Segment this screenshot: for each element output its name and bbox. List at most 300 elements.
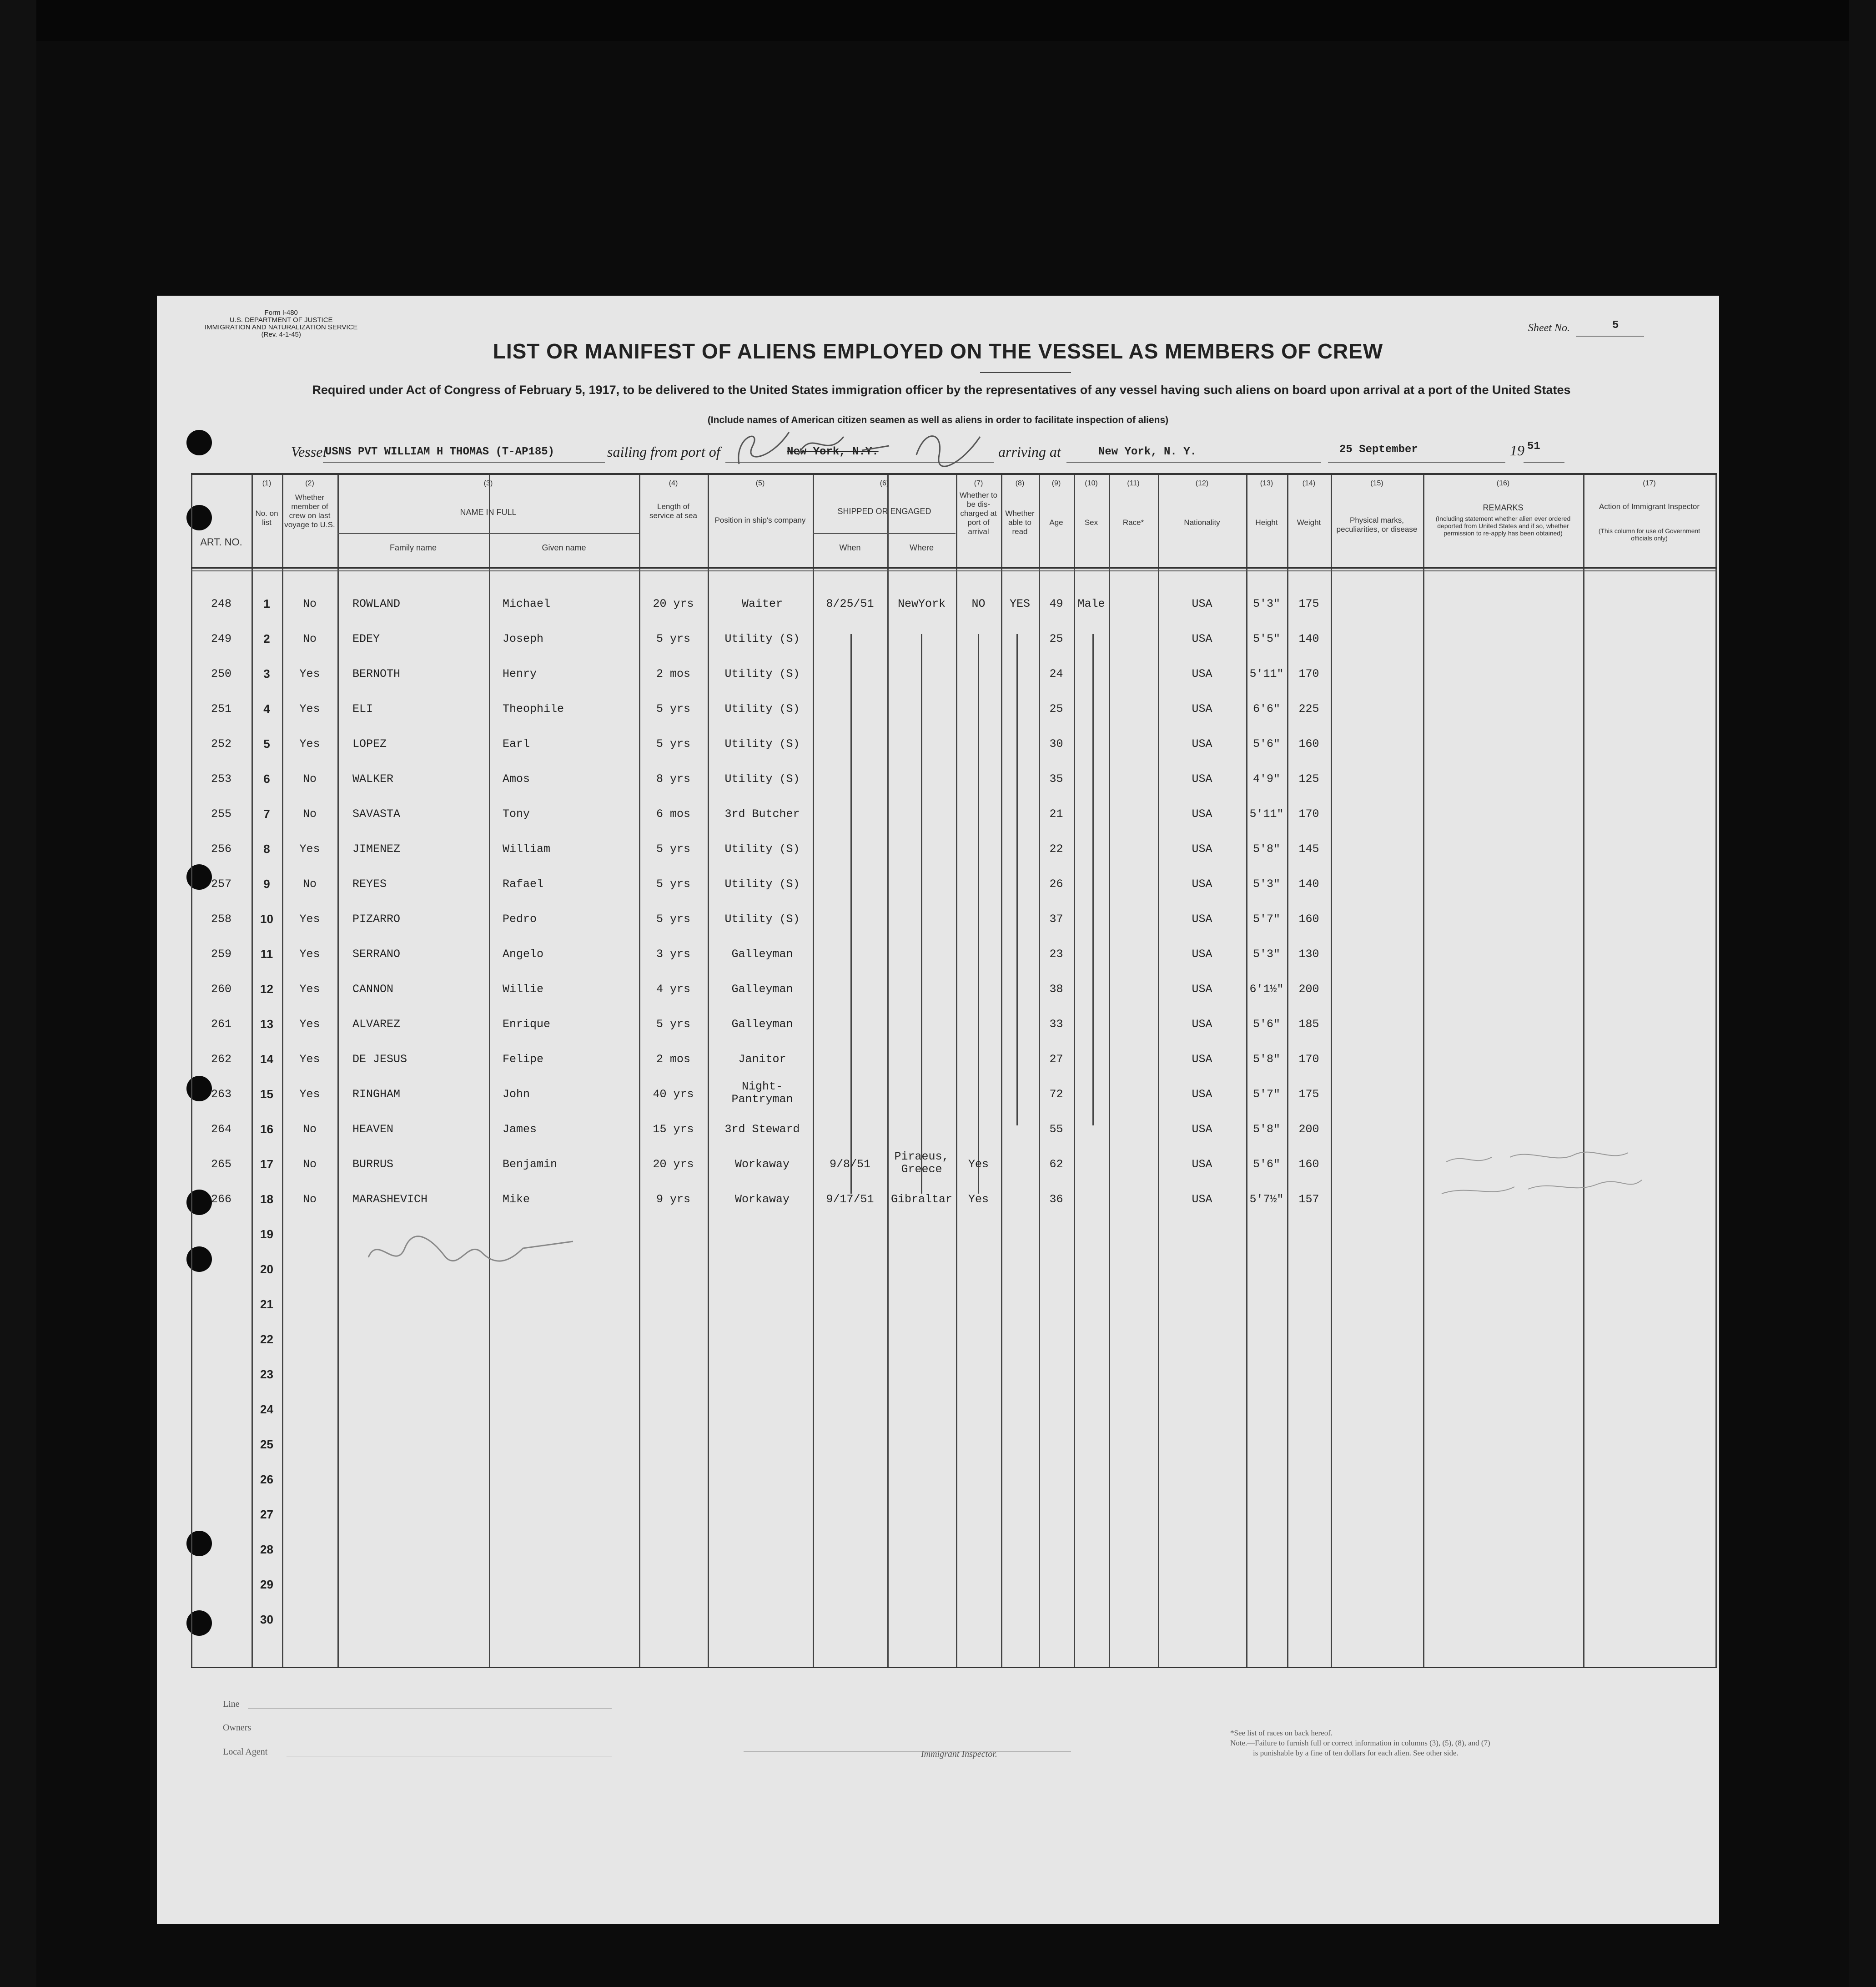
cell-family: CANNON [352, 983, 394, 996]
cell-position: Galleyman [731, 983, 793, 996]
header-height: Height [1255, 518, 1278, 527]
cell-discharged [956, 832, 1001, 867]
cell-sex [1074, 1182, 1109, 1217]
table-row [191, 1252, 1717, 1287]
cell-art: 261 [211, 1018, 231, 1031]
cell-no: 16 [260, 1122, 273, 1136]
header-weight: Weight [1297, 518, 1321, 527]
cell-family: HEAVEN [352, 1123, 394, 1136]
cell-read [1001, 656, 1039, 691]
cell-weight: 170 [1298, 807, 1319, 821]
cell-age: 38 [1049, 983, 1063, 996]
header-when: When [839, 543, 861, 552]
footer-note-2: Note.—Failure to furnish full or correct information in columns (3), (5), (8), and (7) [1230, 1739, 1490, 1747]
cell-weight: 160 [1298, 1158, 1319, 1171]
cell-height: 6'6" [1252, 702, 1280, 716]
cell-where [887, 1007, 956, 1042]
header-given-name: Given name [542, 543, 586, 552]
table-row [191, 1042, 1717, 1077]
cell-given: Felipe [503, 1053, 544, 1066]
cell-prev: Yes [299, 1018, 320, 1031]
cell-given: William [503, 842, 551, 856]
cell-nationality: USA [1192, 948, 1212, 961]
cell-weight: 145 [1298, 842, 1319, 856]
header-remarks-note: (Including statement whether alien ever ordered deported from United States and if so, whether permission to re-apply has been obtained) [1435, 515, 1571, 537]
header-length-of-service: Length of service at sea [649, 502, 697, 520]
cell-position: Utility (S) [724, 702, 800, 716]
cell-discharged: Yes [968, 1158, 989, 1171]
table-row [191, 762, 1717, 797]
cell-sex [1074, 656, 1109, 691]
cell-service: 5 yrs [656, 632, 690, 646]
cell-discharged [956, 656, 1001, 691]
cell-service: 20 yrs [653, 597, 694, 610]
cell-prev: No [302, 807, 317, 821]
cell-art: 248 [211, 597, 231, 610]
cell-no: 7 [263, 807, 270, 821]
cell-art: 250 [211, 667, 231, 681]
cell-given: Pedro [503, 913, 537, 926]
form-service: IMMIGRATION AND NATURALIZATION SERVICE [205, 323, 358, 331]
table-row [191, 586, 1717, 621]
header-num-6: (6) [880, 479, 889, 487]
form-revision: (Rev. 4-1-45) [261, 331, 301, 338]
cell-art: 260 [211, 983, 231, 996]
cell-position: Galleyman [731, 1018, 793, 1031]
cell-discharged [956, 867, 1001, 902]
cell-position: Utility (S) [724, 632, 800, 646]
cell-family: MARASHEVICH [352, 1193, 428, 1206]
cell-read [1001, 867, 1039, 902]
table-row [191, 1602, 1717, 1637]
cell-sex [1074, 621, 1109, 656]
cell-where [887, 797, 956, 832]
cell-when: 9/8/51 [829, 1158, 870, 1171]
cell-where [887, 1112, 956, 1147]
cell-no: 4 [263, 702, 270, 716]
cell-no: 26 [260, 1473, 273, 1486]
cell-weight: 200 [1298, 1123, 1319, 1136]
cell-nationality: USA [1192, 1193, 1212, 1206]
cell-service: 2 mos [656, 667, 690, 681]
cell-given: Angelo [503, 948, 544, 961]
cell-no: 13 [260, 1017, 273, 1031]
header-num-10: (10) [1085, 479, 1098, 487]
cell-read [1001, 1112, 1039, 1147]
cell-when [813, 621, 887, 656]
cell-service: 5 yrs [656, 1018, 690, 1031]
cell-when [813, 1077, 887, 1112]
header-age: Age [1049, 518, 1063, 527]
sailing-port: New York, N.Y. [787, 446, 879, 458]
cell-sex: Male [1077, 597, 1105, 610]
cell-age: 33 [1049, 1018, 1063, 1031]
cell-sex [1074, 797, 1109, 832]
cell-given: Tony [503, 807, 530, 821]
footer-owners-label: Owners [223, 1723, 251, 1733]
cell-read [1001, 937, 1039, 972]
cell-art: 259 [211, 948, 231, 961]
cell-nationality: USA [1192, 878, 1212, 891]
cell-where: Gibraltar [890, 1193, 953, 1206]
footer-inspector-label: Immigrant Inspector. [921, 1749, 997, 1759]
cell-given: Theophile [503, 702, 564, 716]
cell-art: 252 [211, 737, 231, 751]
cell-given: Enrique [503, 1018, 551, 1031]
cell-weight: 175 [1298, 597, 1319, 610]
cell-position: Utility (S) [724, 667, 800, 681]
cell-given: James [503, 1123, 537, 1136]
cell-when [813, 972, 887, 1007]
header-prev-voyage: Whether member of crew on last voyage to U.S. [284, 493, 335, 529]
cell-read [1001, 1147, 1039, 1182]
cell-where [887, 1077, 956, 1112]
film-border-left [0, 0, 36, 1987]
cell-sex [1074, 1147, 1109, 1182]
cell-discharged [956, 691, 1001, 726]
cell-age: 36 [1049, 1193, 1063, 1206]
cell-no: 8 [263, 842, 270, 856]
cell-prev: Yes [299, 1053, 320, 1066]
cell-where [887, 867, 956, 902]
cell-nationality: USA [1192, 632, 1212, 646]
cell-no: 3 [263, 667, 270, 681]
cell-service: 5 yrs [656, 913, 690, 926]
cell-no: 15 [260, 1087, 273, 1101]
cell-where [887, 972, 956, 1007]
cell-when: 8/25/51 [826, 597, 874, 610]
cell-read: YES [1009, 597, 1030, 610]
table-row [191, 1462, 1717, 1497]
cell-no: 18 [260, 1192, 273, 1206]
cell-nationality: USA [1192, 1158, 1212, 1171]
cell-no: 9 [263, 877, 270, 891]
header-inspector-note: (This column for use of Government officials only) [1598, 527, 1700, 542]
cell-sex [1074, 1007, 1109, 1042]
header-num-4: (4) [669, 479, 678, 487]
cell-read [1001, 832, 1039, 867]
cell-given: Benjamin [503, 1158, 558, 1171]
table-row [191, 621, 1717, 656]
cell-prev: Yes [299, 737, 320, 751]
cell-weight: 185 [1298, 1018, 1319, 1031]
header-no-on-list: No. on list [255, 509, 278, 527]
cell-sex [1074, 691, 1109, 726]
cell-nationality: USA [1192, 842, 1212, 856]
cell-prev: No [302, 878, 317, 891]
cell-no: 6 [263, 772, 270, 786]
arriving-label: arriving at [998, 444, 1061, 460]
cell-discharged: Yes [968, 1193, 989, 1206]
cell-read [1001, 972, 1039, 1007]
cell-height: 5'3" [1252, 948, 1280, 961]
cell-discharged [956, 902, 1001, 937]
cell-when [813, 762, 887, 797]
cell-family: WALKER [352, 772, 394, 786]
cell-when [813, 656, 887, 691]
cell-where [887, 902, 956, 937]
table-row [191, 726, 1717, 762]
cell-art: 249 [211, 632, 231, 646]
table-row [191, 691, 1717, 726]
cell-age: 37 [1049, 913, 1063, 926]
cell-prev: Yes [299, 1088, 320, 1101]
cell-age: 26 [1049, 878, 1063, 891]
header-num-8: (8) [1015, 479, 1025, 487]
cell-height: 5'8" [1252, 1123, 1280, 1136]
cell-no: 2 [263, 632, 270, 646]
cell-discharged [956, 762, 1001, 797]
cell-art: 253 [211, 772, 231, 786]
table-row [191, 902, 1717, 937]
cell-age: 62 [1049, 1158, 1063, 1171]
cell-prev: Yes [299, 983, 320, 996]
table-row [191, 1007, 1717, 1042]
cell-position: Galleyman [731, 948, 793, 961]
cell-given: Willie [503, 983, 544, 996]
footer-inspector-rule [744, 1751, 1071, 1752]
cell-service: 40 yrs [653, 1088, 694, 1101]
cell-art: 262 [211, 1053, 231, 1066]
cell-service: 5 yrs [656, 878, 690, 891]
cell-weight: 130 [1298, 948, 1319, 961]
header-num-3: (3) [483, 479, 493, 487]
cell-read [1001, 762, 1039, 797]
cell-prev: No [302, 597, 317, 610]
cell-family: LOPEZ [352, 737, 387, 751]
cell-service: 8 yrs [656, 772, 690, 786]
cell-family: ELI [352, 702, 373, 716]
cell-sex [1074, 1042, 1109, 1077]
cell-prev: No [302, 1193, 317, 1206]
cell-no: 28 [260, 1543, 273, 1556]
cell-prev: No [302, 1158, 317, 1171]
cell-where [887, 1042, 956, 1077]
cell-nationality: USA [1192, 1088, 1212, 1101]
table-row [191, 656, 1717, 691]
cell-family: REYES [352, 878, 387, 891]
cell-sex [1074, 1112, 1109, 1147]
cell-nationality: USA [1192, 913, 1212, 926]
header-num-12: (12) [1195, 479, 1209, 487]
cell-read [1001, 726, 1039, 762]
cell-when [813, 1007, 887, 1042]
header-able-to-read: Whether able to read [1005, 509, 1035, 536]
cell-no: 27 [260, 1508, 273, 1521]
cell-family: EDEY [352, 632, 380, 646]
header-num-1: (1) [262, 479, 272, 487]
cell-when [813, 1042, 887, 1077]
cell-height: 5'6" [1252, 737, 1280, 751]
header-position: Position in ship's company [714, 516, 806, 524]
cell-age: 21 [1049, 807, 1063, 821]
cell-read [1001, 621, 1039, 656]
cell-service: 9 yrs [656, 1193, 690, 1206]
document-title: LIST OR MANIFEST OF ALIENS EMPLOYED ON THE VESSEL AS MEMBERS OF CREW [493, 339, 1383, 363]
header-num-5: (5) [755, 479, 765, 487]
header-num-16: (16) [1496, 479, 1510, 487]
sheet-number-line [1576, 336, 1644, 337]
header-num-17: (17) [1643, 479, 1656, 487]
cell-position: Utility (S) [724, 772, 800, 786]
cell-when [813, 1112, 887, 1147]
sailing-label: sailing from port of [607, 444, 720, 460]
cell-weight: 225 [1298, 702, 1319, 716]
cell-height: 4'9" [1252, 772, 1280, 786]
table-row [191, 1497, 1717, 1532]
document-subtitle: Required under Act of Congress of February 5, 1917, to be delivered to the United States immigration officer by the representatives of any vessel having such aliens on board upon arrival at a port of the United States [312, 383, 1571, 397]
table-row [191, 1287, 1717, 1322]
cell-no: 14 [260, 1052, 273, 1066]
footer-line-label: Line [223, 1699, 240, 1709]
cell-no: 19 [260, 1227, 273, 1241]
cell-when [813, 902, 887, 937]
cell-where: Piraeus, Greece [894, 1150, 949, 1176]
cell-weight: 160 [1298, 913, 1319, 926]
cell-position: Workaway [734, 1158, 790, 1171]
cell-sex [1074, 937, 1109, 972]
cell-given: Henry [503, 667, 537, 681]
header-race: Race* [1122, 518, 1144, 527]
cell-position: Utility (S) [724, 842, 800, 856]
table-row [191, 1322, 1717, 1357]
cell-position: 3rd Butcher [724, 807, 800, 821]
cell-where [887, 621, 956, 656]
cell-family: ALVAREZ [352, 1018, 401, 1031]
cell-read [1001, 691, 1039, 726]
cell-height: 5'3" [1252, 597, 1280, 610]
cell-height: 5'7" [1252, 1088, 1280, 1101]
cell-where [887, 691, 956, 726]
film-border-right [1849, 0, 1876, 1987]
cell-given: John [503, 1088, 530, 1101]
vessel-name: USNS PVT WILLIAM H THOMAS (T-AP185) [325, 446, 555, 458]
cell-prev: Yes [299, 842, 320, 856]
cell-service: 5 yrs [656, 842, 690, 856]
cell-discharged [956, 797, 1001, 832]
cell-no: 24 [260, 1402, 273, 1416]
cell-given: Rafael [503, 878, 544, 891]
cell-height: 5'7½" [1249, 1193, 1284, 1206]
form-department: U.S. DEPARTMENT OF JUSTICE [229, 316, 333, 324]
cell-age: 35 [1049, 772, 1063, 786]
cell-position: Janitor [738, 1053, 786, 1066]
cell-no: 5 [263, 737, 270, 751]
cell-nationality: USA [1192, 597, 1212, 610]
cell-no: 29 [260, 1578, 273, 1591]
cell-family: SAVASTA [352, 807, 401, 821]
cell-read [1001, 1182, 1039, 1217]
cell-art: 263 [211, 1088, 231, 1101]
cell-where [887, 937, 956, 972]
cell-no: 21 [260, 1297, 273, 1311]
manifest-sheet [157, 296, 1719, 1924]
cell-age: 25 [1049, 702, 1063, 716]
cell-given: Amos [503, 772, 530, 786]
cell-height: 5'6" [1252, 1018, 1280, 1031]
arriving-underline [1066, 462, 1321, 463]
cell-height: 5'11" [1249, 667, 1284, 681]
cell-no: 20 [260, 1262, 273, 1276]
cell-read [1001, 1042, 1039, 1077]
cell-weight: 160 [1298, 737, 1319, 751]
cell-height: 5'11" [1249, 807, 1284, 821]
cell-service: 5 yrs [656, 702, 690, 716]
cell-position: Waiter [741, 597, 783, 610]
cell-when: 9/17/51 [826, 1193, 874, 1206]
document-subnote: (Include names of American citizen seamen as well as aliens in order to facilitate inspection of aliens) [707, 415, 1169, 425]
cell-no: 1 [263, 597, 270, 610]
header-sex: Sex [1084, 518, 1098, 527]
cell-height: 6'1½" [1249, 983, 1284, 996]
cell-no: 25 [260, 1437, 273, 1451]
cell-art: 265 [211, 1158, 231, 1171]
cell-sex [1074, 867, 1109, 902]
crew-table [191, 473, 1717, 1668]
cell-given: Mike [503, 1193, 530, 1206]
cell-position: Utility (S) [724, 737, 800, 751]
sheet-label: Sheet No. [1528, 322, 1570, 334]
cell-given: Joseph [503, 632, 544, 646]
cell-age: 72 [1049, 1088, 1063, 1101]
footer-note-1: *See list of races on back hereof. [1230, 1729, 1333, 1737]
cell-service: 3 yrs [656, 948, 690, 961]
cell-height: 5'6" [1252, 1158, 1280, 1171]
cell-discharged: NO [971, 597, 986, 610]
cell-weight: 175 [1298, 1088, 1319, 1101]
cell-position: 3rd Steward [724, 1123, 800, 1136]
date-underline [1328, 462, 1505, 463]
cell-prev: Yes [299, 913, 320, 926]
table-row [191, 972, 1717, 1007]
cell-nationality: USA [1192, 1018, 1212, 1031]
cell-service: 15 yrs [653, 1123, 694, 1136]
header-where: Where [909, 543, 934, 552]
cell-nationality: USA [1192, 983, 1212, 996]
cell-art: 251 [211, 702, 231, 716]
cell-sex [1074, 1077, 1109, 1112]
cell-service: 5 yrs [656, 737, 690, 751]
cell-when [813, 832, 887, 867]
cell-sex [1074, 832, 1109, 867]
title-underline [980, 372, 1071, 373]
cell-no: 12 [260, 982, 273, 996]
cell-no: 30 [260, 1613, 273, 1626]
cell-no: 11 [260, 947, 273, 961]
cell-art: 256 [211, 842, 231, 856]
table-row [191, 1357, 1717, 1392]
cell-prev: Yes [299, 948, 320, 961]
header-num-9: (9) [1051, 479, 1061, 487]
year: 51 [1527, 440, 1540, 453]
year-prefix: 19 [1510, 442, 1524, 459]
cell-discharged [956, 1112, 1001, 1147]
table-row [191, 1077, 1717, 1112]
cell-discharged [956, 726, 1001, 762]
footer-note-3: is punishable by a fine of ten dollars for each alien. See other side. [1253, 1749, 1459, 1757]
cell-read [1001, 1007, 1039, 1042]
cell-sex [1074, 726, 1109, 762]
header-name-in-full: NAME IN FULL [460, 508, 517, 517]
cell-position: Utility (S) [724, 878, 800, 891]
table-row [191, 937, 1717, 972]
film-border-top [0, 0, 1876, 41]
cell-service: 6 mos [656, 807, 690, 821]
form-identifier [205, 309, 357, 338]
cell-prev: No [302, 1123, 317, 1136]
punch-hole [186, 430, 212, 455]
cell-given: Earl [503, 737, 530, 751]
